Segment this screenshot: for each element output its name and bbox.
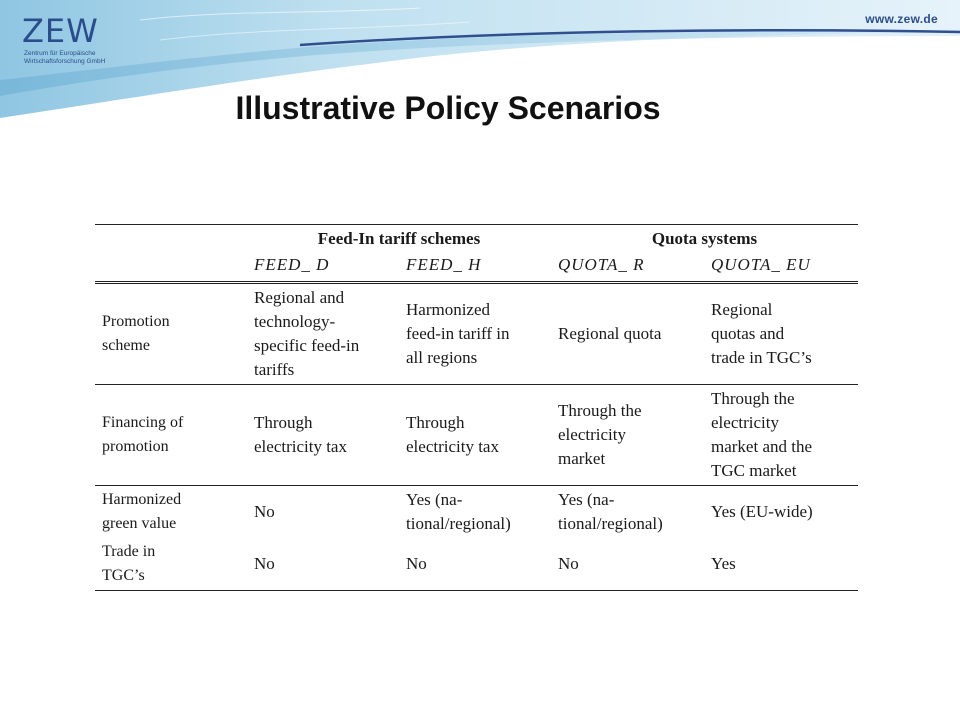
table-cell: Yes (EU-wide) xyxy=(711,502,813,521)
table-cell: Through the electricity market and the TGC market xyxy=(711,389,813,480)
row-label: Promotion scheme xyxy=(102,313,170,354)
table-cell: Harmonized feed-in tariff in all regions xyxy=(406,300,510,367)
table-cell: No xyxy=(406,554,427,573)
logo-subtitle-line1: Zentrum für Europäische xyxy=(24,50,96,57)
table-cell: Regional quotas and trade in TGC’s xyxy=(711,300,812,367)
subheader-corner xyxy=(95,251,247,283)
table-cell: Through electricity tax xyxy=(254,413,347,456)
scenario-header-quota-r: QUOTA_ R xyxy=(558,255,645,274)
scenario-header-quota-eu: QUOTA_ EU xyxy=(711,255,811,274)
table-cell: No xyxy=(254,502,275,521)
logo-subtitle-line2: Wirtschaftsforschung GmbH xyxy=(24,58,106,65)
group-header-feedin: Feed-In tariff schemes xyxy=(317,229,481,248)
scenario-header-feed-d: FEED_ D xyxy=(254,255,330,274)
table-cell: No xyxy=(558,554,579,573)
table-row xyxy=(95,486,858,539)
row-label: Financing of promotion xyxy=(102,414,184,455)
table-row xyxy=(95,385,858,486)
table-cell: Yes (na- tional/regional) xyxy=(558,490,663,533)
scenario-header-feed-h: FEED_ H xyxy=(406,255,482,274)
group-header-quota: Quota systems xyxy=(651,229,758,248)
zew-logo: ZEW xyxy=(22,12,99,50)
table-cell: Regional quota xyxy=(558,324,662,343)
table-row xyxy=(95,538,858,591)
slide-title: Illustrative Policy Scenarios xyxy=(235,90,661,126)
table-cell: Regional and technology- specific feed-in tariffs xyxy=(254,288,360,379)
row-label: Harmonized green value xyxy=(102,491,182,532)
site-url: www.zew.de xyxy=(865,12,938,26)
scenario-table xyxy=(95,224,858,591)
table-cell: Yes xyxy=(711,554,736,573)
table-corner xyxy=(95,225,247,252)
table-cell: Through the electricity market xyxy=(558,401,642,468)
table-cell: No xyxy=(254,554,275,573)
table-cell: Through electricity tax xyxy=(406,413,499,456)
table-row xyxy=(95,283,858,385)
logo-subtitle xyxy=(24,50,124,66)
table-cell: Yes (na- tional/regional) xyxy=(406,490,511,533)
row-label: Trade in TGC’s xyxy=(102,543,156,584)
